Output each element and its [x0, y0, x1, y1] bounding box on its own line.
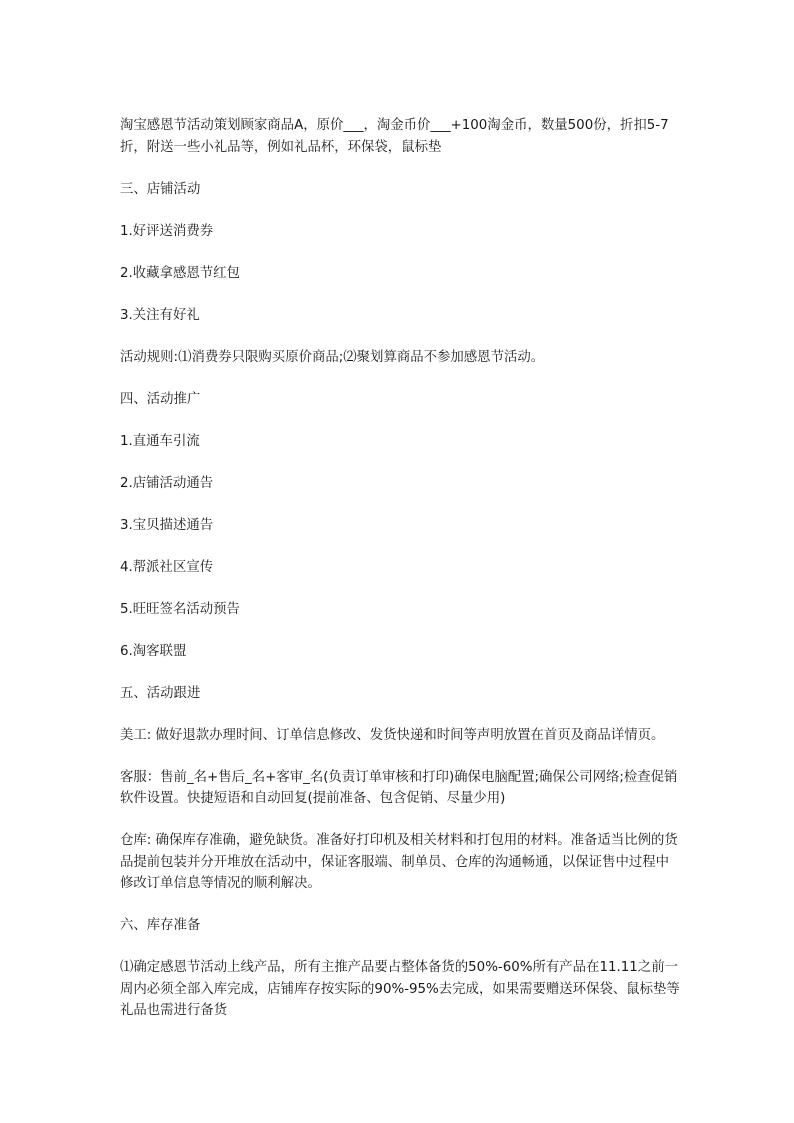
- list-item: 1.好评送消费券: [120, 223, 214, 239]
- list-item: 6.淘客联盟: [120, 643, 187, 659]
- list-item: 3.关注有好礼: [120, 307, 200, 323]
- paragraph-product-offer: 淘宝感恩节活动策划顾家商品A，原价___，淘金币价___+100淘金币，数量500份，折扣5-7折，附送一些小礼品等，例如礼品杯，环保袋，鼠标垫: [120, 118, 669, 155]
- list-item: 2.店铺活动通告: [120, 475, 214, 491]
- section-heading-inventory: 六、库存准备: [120, 918, 201, 933]
- list-item: 4.帮派社区宣传: [120, 559, 214, 575]
- paragraph-activity-rules: 活动规则:⑴消费券只限购买原价商品;⑵聚划算商品不参加感恩节活动。: [120, 349, 545, 365]
- list-item: 2.收藏拿感恩节红包: [120, 265, 240, 281]
- list-item: 1.直通车引流: [120, 433, 200, 449]
- paragraph-design-staff: 美工: 做好退款办理时间、订单信息修改、发货快递和时间等声明放置在首页及商品详情页。: [120, 727, 665, 743]
- section-heading-store-activities: 三、店铺活动: [120, 181, 201, 197]
- paragraph-warehouse: 仓库: 确保库存准确，避免缺货。准备好打印机及相关材料和打包用的材料。准备适当比例的货品提前包装并分开堆放在活动中，保证客服端、制单员、仓库的沟通畅通，以保证售中过程中修改订单信息等情况的顺利解决。: [120, 833, 678, 891]
- list-item: 5.旺旺签名活动预告: [120, 601, 240, 617]
- section-heading-follow-up: 五、活动跟进: [120, 685, 201, 701]
- paragraph-inventory-plan: ⑴确定感恩节活动上线产品，所有主推产品要占整体备货的50%-60%所有产品在11.11之前一周内必须全部入库完成，店铺库存按实际的90%-95%去完成，如果需要赠送环保袋、鼠标垫等礼品也需进行备货: [120, 960, 680, 1018]
- section-heading-promotion: 四、活动推广: [120, 391, 201, 407]
- list-item: 3.宝贝描述通告: [120, 517, 214, 533]
- paragraph-customer-service: 客服：售前_名+售后_名+客审_名(负责订单审核和打印)确保电脑配置;确保公司网络;检查促销软件设置。快捷短语和自动回复(提前准备、包含促销、尽量少用): [120, 769, 678, 806]
- document-page: [120, 115, 680, 1042]
